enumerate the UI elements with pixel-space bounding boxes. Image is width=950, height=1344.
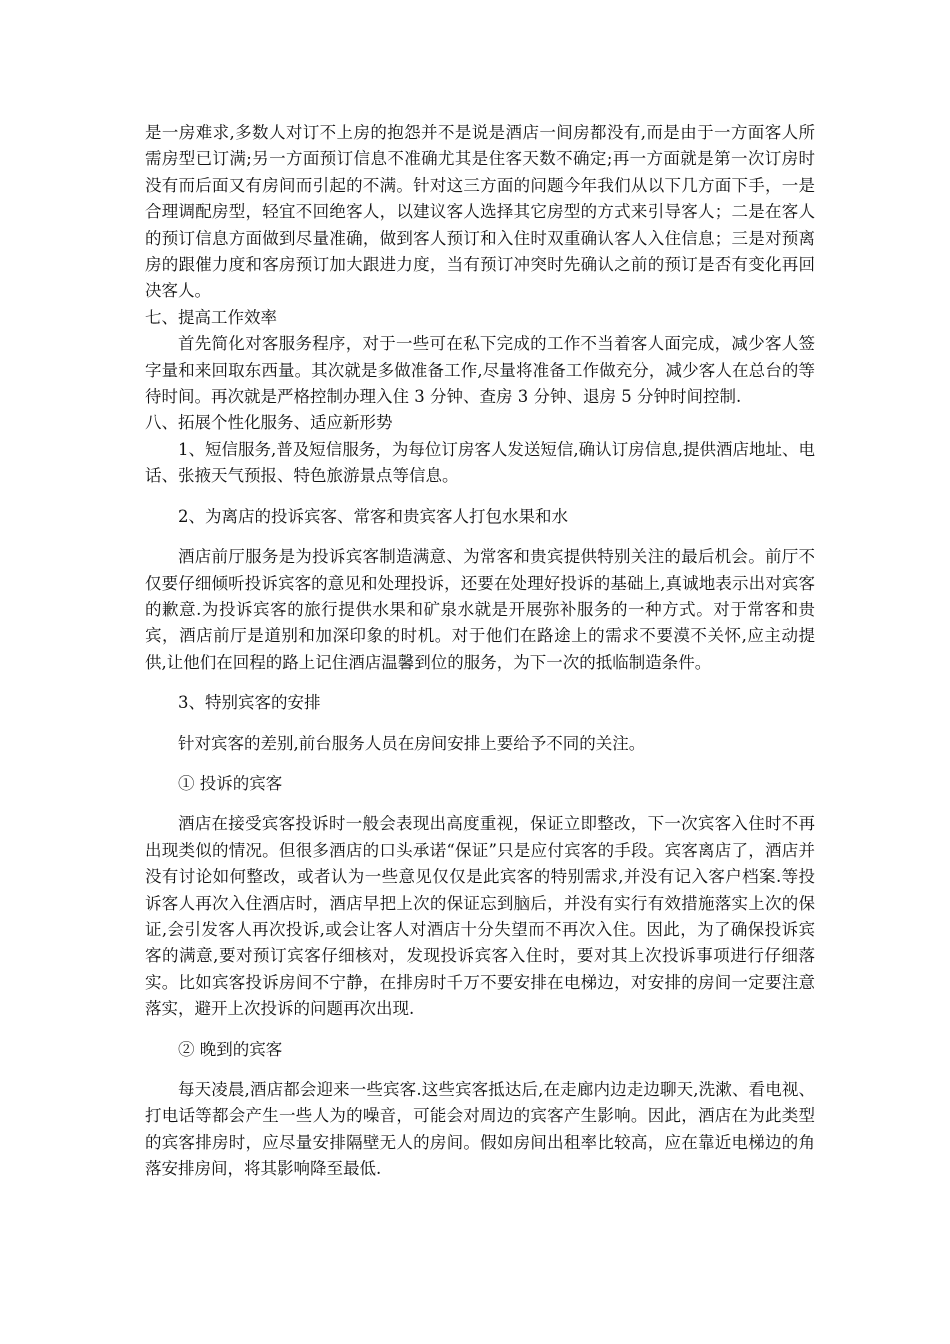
- subheading-complaining-guests: ① 投诉的宾客: [178, 773, 283, 793]
- paragraph-guest-differences: 针对宾客的差别,前台服务人员在房间安排上要给予不同的关注。: [178, 733, 646, 753]
- subheading-fruit-water: 2、为离店的投诉宾客、常客和贵宾客人打包水果和水: [178, 506, 568, 526]
- subheading-late-guests: ② 晚到的宾客: [178, 1039, 283, 1059]
- subheading-special-guests: 3、特别宾客的安排: [178, 693, 321, 713]
- paragraph-sms-service: 1、短信服务,普及短信服务，为每位订房客人发送短信,确认订房信息,提供酒店地址、电话、张掖天气预报、特色旅游景点等信息。: [145, 439, 815, 486]
- paragraph-complaining-guests: 酒店在接受宾客投诉时一般会表现出高度重视，保证立即整改，下一次宾客入住时不再出现类似的情况。但很多酒店的口头承诺“保证”只是应付宾客的手段。宾客离店了，酒店并没有讨论如何整改，或者认为一些意见仅仅是此宾客的特别需求,并没有记入客户档案.等投诉客人再次入住酒店时，酒店早把上次的保证忘到脑后，并没有实行有效措施落实上次的保证,会引发客人再次投诉,或会让客人对酒店十分失望而不再次入住。因此，为了确保投诉宾客的满意,要对预订宾客仔细核对，发现投诉宾客入住时，要对其上次投诉事项进行仔细落实。比如宾客投诉房间不宁静，在排房时千万不要安排在电梯边，对安排的房间一定要注意落实，避开上次投诉的问题再次出现.: [145, 814, 815, 1019]
- document-body: [145, 120, 815, 1183]
- paragraph-booking-complaints: 是一房难求,多数人对订不上房的抱怨并不是说是酒店一间房都没有,而是由于一方面客人所需房型已订满;另一方面预订信息不准确尤其是住客天数不确定;再一方面就是第一次订房时没有而后面又有房间而引起的不满。针对这三方面的问题今年我们从以下几方面下手，一是合理调配房型，轻宜不回绝客人，以建议客人选择其它房型的方式来引导客人；二是在客人的预订信息方面做到尽量准确，做到客人预订和入住时双重确认客人入住信息；三是对预离房的跟催力度和客房预订加大跟进力度，当有预订冲突时先确认之前的预订是否有变化再回决客人。: [145, 123, 815, 301]
- paragraph-front-office-service: 酒店前厅服务是为投诉宾客制造满意、为常客和贵宾提供特别关注的最后机会。前厅不仅要仔细倾听投诉宾客的意见和处理投诉，还要在处理好投诉的基础上,真诚地表示出对宾客的歉意.为投诉宾客的旅行提供水果和矿泉水就是开展弥补服务的一种方式。对于常客和贵宾，酒店前厅是道别和加深印象的时机。对于他们在路途上的需求不要漠不关怀,应主动提供,让他们在回程的路上记住酒店温馨到位的服务，为下一次的抵临制造条件。: [145, 547, 815, 672]
- section-heading-efficiency: 七、提高工作效率: [145, 307, 277, 327]
- section-heading-personalized-service: 八、拓展个性化服务、适应新形势: [145, 413, 393, 433]
- paragraph-late-guests: 每天凌晨,酒店都会迎来一些宾客.这些宾客抵达后,在走廊内边走边聊天,洗漱、看电视、打电话等都会产生一些人为的噪音，可能会对周边的宾客产生影响。因此，酒店在为此类型的宾客排房时，应尽量安排隔壁无人的房间。假如房间出租率比较高，应在靠近电梯边的角落安排房间，将其影响降至最低.: [145, 1080, 815, 1179]
- paragraph-efficiency: 首先简化对客服务程序，对于一些可在私下完成的工作不当着客人面完成，减少客人签字量和来回取东西量。其次就是多做准备工作,尽量将准备工作做充分，减少客人在总台的等待时间。再次就是严格控制办理入住 3 分钟、查房 3 分钟、退房 5 分钟时间控制.: [145, 334, 815, 407]
